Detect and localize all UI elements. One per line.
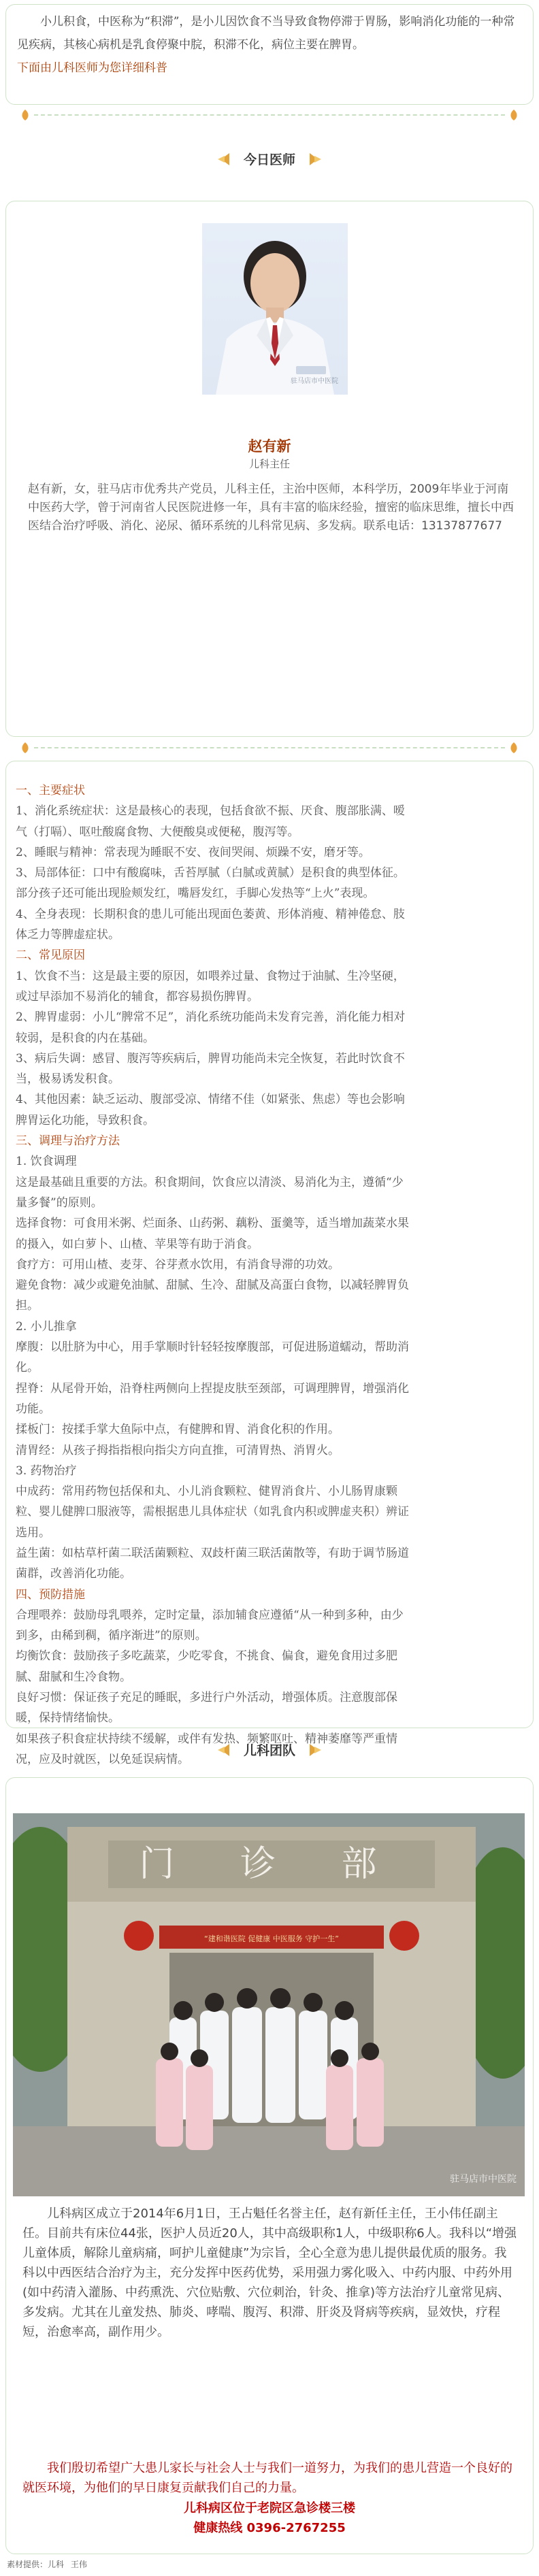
article-line: 捏脊：从尾骨开始，沿脊柱两侧向上捏提皮肤至颈部，可调理脾胃，增强消化 — [16, 1381, 409, 1396]
doctor-section-title: 今日医师 — [243, 152, 295, 167]
leaf-icon — [509, 109, 519, 121]
article-line: 均衡饮食：鼓励孩子多吃蔬菜，少吃零食，不挑食、偏食，避免食用过多肥 — [16, 1649, 397, 1664]
article-line: 腻、甜腻和生冷食物。 — [16, 1670, 131, 1684]
article-line: 3、局部体征：口中有酸腐味，舌苔厚腻（白腻或黄腻）是积食的典型体征。 — [16, 866, 405, 880]
article-line: 况，应及时就医，以免延误病情。 — [16, 1752, 189, 1766]
leaf-icon — [20, 109, 30, 121]
team-section-header — [0, 1740, 539, 1761]
footer-author: 王伟 — [70, 2560, 87, 2569]
team-card — [5, 1777, 534, 2554]
team-photo — [13, 1813, 525, 2196]
article-heading: 二、常见原因 — [16, 948, 85, 963]
article-line: 合理喂养：鼓励母乳喂养，定时定量，添加辅食应遵循“从一种到多种，由少 — [16, 1608, 404, 1622]
doctor-name: 赵有新 — [248, 438, 291, 455]
article-line: 清胃经：从孩子拇指指根向指尖方向直推，可清胃热、消胃火。 — [16, 1443, 340, 1457]
article-line: 2. 小儿推拿 — [16, 1319, 77, 1334]
article-line: 良好习惯：保证孩子充足的睡眠，多进行户外活动，增强体质。注意腹部保 — [16, 1691, 397, 1705]
article-heading: 三、调理与治疗方法 — [16, 1134, 120, 1149]
article-line: 化。 — [16, 1361, 39, 1375]
leaf-icon — [509, 742, 519, 754]
ornament-icon — [308, 1743, 323, 1757]
article-line: 气（打嗝）、呕吐酸腐食物、大便酸臭或便秘，腹泻等。 — [16, 825, 299, 839]
article-line: 较弱，是积食的内在基础。 — [16, 1031, 154, 1045]
article-line: 揉板门：按揉手掌大鱼际中点，有健脾和胃、消食化积的作用。 — [16, 1423, 340, 1437]
article-line: 担。 — [16, 1299, 39, 1313]
article-body — [16, 780, 522, 1791]
article-line: 这是最基础且重要的方法。积食期间，饮食应以清淡、易消化为主，遵循“少 — [16, 1175, 404, 1189]
ornament-icon — [216, 1743, 231, 1757]
article-line: 1、饮食不当：这是最主要的原因，如喂养过量、食物过于油腻、生冷坚硬， — [16, 969, 405, 983]
article-line: 体乏力等脾虚症状。 — [16, 928, 120, 942]
article-line: 3、病后失调：感冒、腹泻等疾病后，脾胃功能尚未完全恢复，若此时饮食不 — [16, 1051, 405, 1066]
doctor-role: 儿科主任 — [248, 458, 290, 470]
intro-lead: 下面由儿科医师为您详细科普 — [17, 61, 167, 75]
article-heading: 四、预防措施 — [16, 1587, 85, 1602]
article-line: 3. 药物治疗 — [16, 1464, 77, 1478]
article-line: 粒、婴儿健脾口服液等，需根据患儿具体症状（如乳食内积或脾虚夹积）辨证 — [16, 1505, 409, 1519]
article-line: 到多，由稀到稠，循序渐进”的原则。 — [16, 1629, 207, 1643]
divider-leaves — [20, 742, 519, 755]
ornament-icon — [308, 152, 323, 167]
photo-caption: 驻马店市中医院 — [291, 378, 338, 385]
article-line: 脾胃运化功能，导致积食。 — [16, 1113, 154, 1127]
photo-watermark: 驻马店市中医院 — [450, 2174, 517, 2185]
article-line: 摩腹：以肚脐为中心，用手掌顺时针轻轻按摩腹部，可促进肠道蠕动，帮助消 — [16, 1340, 409, 1355]
intro-paragraph: 小儿积食，中医称为“积滞”，是小儿因饮食不当导致食物停滞于胃肠，影响消化功能的一种常见疾病，其核心病机是乳食停聚中脘，积滞不化，病位主要在脾胃。 — [17, 15, 515, 52]
article-line: 4、其他因素：缺乏运动、腹部受凉、情绪不佳（如紧张、焦虑）等也会影响 — [16, 1093, 405, 1107]
doctor-card — [5, 201, 534, 737]
article-line: 选用。 — [16, 1525, 50, 1540]
intro-text — [17, 10, 522, 80]
article-line: 选择食物：可食用米粥、烂面条、山药粥、藕粉、蛋羹等，适当增加蔬菜水果 — [16, 1217, 409, 1231]
footer-source: 素材提供：儿科 — [7, 2560, 65, 2569]
doctor-section-header — [0, 150, 539, 170]
doctor-portrait-icon — [202, 223, 348, 395]
divider-leaves — [20, 109, 519, 122]
article-line: 暖，保持情绪愉快。 — [16, 1711, 120, 1725]
article-line: 或过早添加不易消化的辅食，都容易损伤脾胃。 — [16, 989, 259, 1004]
article-line: 4、全身表现：长期积食的患儿可能出现面色萎黄、形体消瘦、精神倦怠、肢 — [16, 907, 405, 921]
article-line: 的摄入，如白萝卜、山楂、苹果等有助于消食。 — [16, 1237, 259, 1251]
article-line: 2、睡眠与精神：常表现为睡眠不安、夜间哭闹、烦躁不安，磨牙等。 — [16, 845, 370, 859]
clinic-sign: 门 诊 部 — [139, 1844, 404, 1885]
article-heading: 一、主要症状 — [16, 784, 85, 797]
article-line: 当，极易诱发积食。 — [16, 1072, 120, 1087]
article-line: 量多餐”的原则。 — [16, 1195, 103, 1210]
article-line: 功能。 — [16, 1402, 50, 1416]
article-line: 1. 饮食调理 — [16, 1155, 77, 1169]
article-line: 食疗方：可用山楂、麦芽、谷芽煮水饮用，有消食导滞的功效。 — [16, 1257, 340, 1272]
department-address: 儿科病区位于老院区急诊楼三楼 — [184, 2501, 355, 2515]
footer-credit — [7, 2558, 91, 2570]
health-hotline: 健康热线 0396-2767255 — [193, 2521, 346, 2535]
article-line: 菌群，改善消化功能。 — [16, 1567, 131, 1581]
team-group-photo-icon — [13, 1813, 525, 2196]
article-line: 益生菌：如枯草杆菌二联活菌颗粒、双歧杆菌三联活菌散等，有助于调节肠道 — [16, 1546, 409, 1560]
ornament-icon — [216, 152, 231, 167]
entrance-banner: “建和谐医院 促健康 中医服务 守护一生” — [204, 1934, 339, 1943]
team-intro-paragraph: 儿科病区成立于2014年6月1日，王占魁任名誉主任，赵有新任主任，王小伟任副主任。目前共有床位44张，医护人员近20人，其中高级职称1人，中级职称6人。我科以“增强儿童体质，解除儿童病痛，呵护儿童健康”为宗旨，全心全意为患儿提供最优质的服务。我科以中西医结合治疗为主，充分发挥中医药优势，采用强力雾化吸入、中药内服、中药外用(如中药清入灌肠、中药熏洗、穴位贴敷、穴位刺治，针灸、推拿)等方法治疗儿童常见病、多发病。尤其在儿童发热、肺炎、哮喘、腹泻、积滞、肝炎及肾病等疾病，显效快，疗程短，治愈率高，副作用少。 — [22, 2207, 517, 2339]
doctor-photo — [202, 223, 348, 395]
article-line: 中成药：常用药物包括保和丸、小儿消食颗粒、健胃消食片、小儿肠胃康颗 — [16, 1485, 397, 1499]
team-appeal: 我们殷切希望广大患儿家长与社会人士与我们一道努力，为我们的患儿营造一个良好的就医环境，为他们的早日康复贡献我们自己的力量。 — [22, 2461, 512, 2495]
article-line: 2、脾胃虚弱：小儿“脾常不足”，消化系统功能尚未发育完善，消化能力相对 — [16, 1010, 406, 1025]
article-line: 如果孩子积食症状持续不缓解，或伴有发热、频繁呕吐、精神萎靡等严重情 — [16, 1732, 397, 1746]
leaf-icon — [20, 742, 30, 754]
article-line: 1、消化系统症状：这是最核心的表现，包括食欲不振、厌食、腹部胀满、嗳 — [16, 804, 405, 819]
article-line: 部分孩子还可能出现脸颊发红，嘴唇发红，手脚心发热等“上火”表现。 — [16, 887, 375, 901]
intro-card — [5, 4, 534, 105]
team-section-title: 儿科团队 — [243, 1743, 295, 1758]
article-line: 避免食物：减少或避免油腻、甜腻、生冷、甜腻及高蛋白食物，以减轻脾胃负 — [16, 1278, 409, 1293]
doctor-bio: 赵有新，女，驻马店市优秀共产党员，儿科主任，主治中医师，本科学历，2009年毕业于河南中医药大学，曾于河南省人民医院进修一年，具有丰富的临床经验，擅密的临床思维，擅长中西医结合治疗呼吸、消化、泌尿、循环系统的儿科常见病、多发病。联系电话：13137877677 — [28, 482, 514, 533]
